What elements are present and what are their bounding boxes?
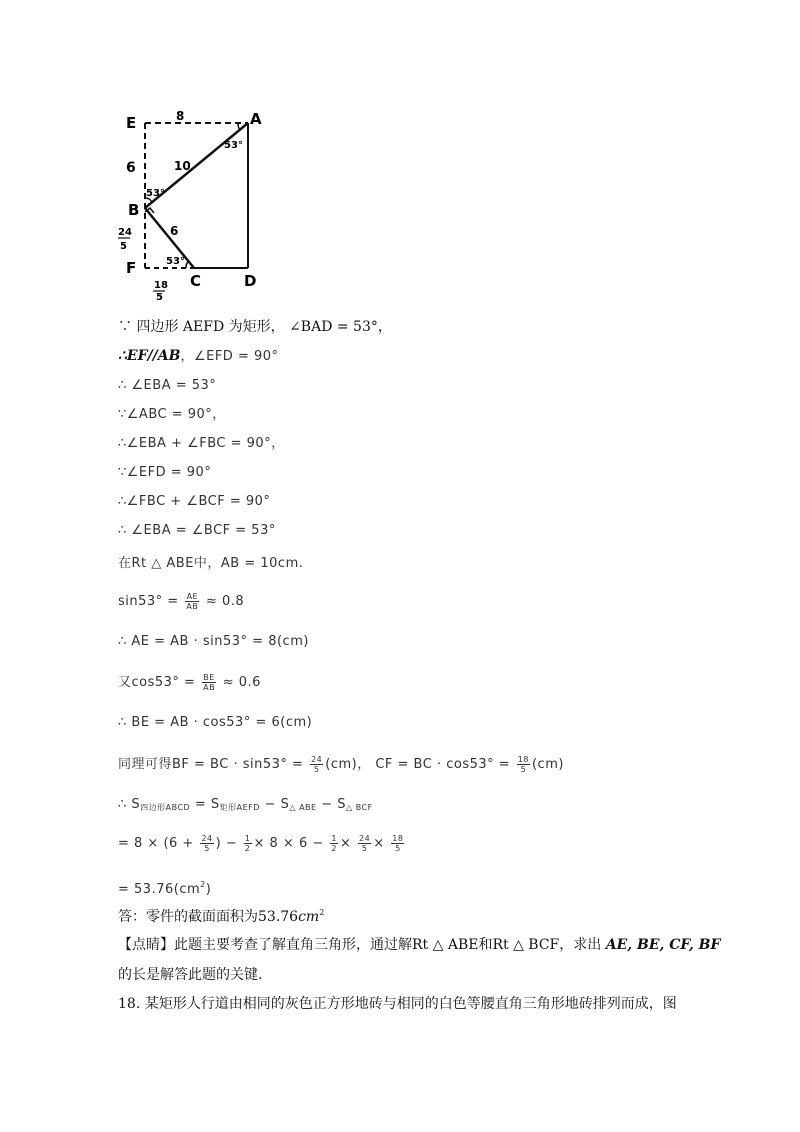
- length-bf-den: 5: [120, 241, 127, 252]
- length-bf-num: 24: [118, 227, 132, 238]
- comment-line-2: 的长是解答此题的关键.: [118, 967, 263, 983]
- rectangle-diagram: [112, 100, 282, 300]
- sin-rhs: ≈ 0.8: [205, 594, 245, 609]
- fraction-num: 24: [201, 834, 213, 843]
- fraction-num: 1: [331, 834, 337, 843]
- comment-vars: AE, BE, CF, BF: [605, 937, 721, 953]
- fraction-24-5: [200, 834, 213, 853]
- fraction-den: AB: [203, 683, 216, 692]
- line-2-angle: ，∠EFD = 90°: [180, 349, 279, 364]
- fraction-num: 24: [359, 834, 371, 843]
- label-d: D: [244, 272, 257, 290]
- proof-line-6: ∵∠EFD = 90°: [118, 465, 212, 480]
- fraction-24-5: [310, 755, 323, 774]
- label-c: C: [190, 272, 202, 290]
- area-minus-s-2: − S: [316, 797, 347, 812]
- length-fc-num: 18: [154, 280, 168, 291]
- answer-line: [118, 904, 324, 926]
- proof-line-2: [118, 347, 279, 366]
- length-ab: 10: [174, 159, 191, 173]
- length-eb: 6: [126, 160, 136, 176]
- fraction-num: BE: [203, 673, 215, 682]
- angle-c-label: 53°: [166, 256, 185, 267]
- proof-line-7: ∴∠FBC + ∠BCF = 90°: [118, 494, 271, 509]
- fraction-num: 18: [392, 834, 404, 843]
- label-b: B: [128, 201, 140, 219]
- label-a: A: [250, 110, 262, 128]
- angle-a-label: 53°: [224, 140, 243, 151]
- calc-part-c: × 8 × 6 −: [253, 836, 324, 851]
- proof-line-3: ∴ ∠EBA = 53°: [118, 378, 217, 393]
- angle-mark-c: [186, 261, 189, 268]
- proof-line-8: ∴ ∠EBA = ∠BCF = 53°: [118, 523, 276, 538]
- length-bc: 6: [170, 224, 179, 238]
- comment-line-1: [118, 936, 720, 954]
- area-sub-bcf: △ BCF: [346, 803, 373, 812]
- answer-exp: 2: [319, 908, 325, 917]
- proof-line-14: [118, 755, 564, 774]
- fraction-be-ab: [202, 673, 216, 692]
- fraction-24-5: [358, 834, 371, 853]
- result-value: = 53.76(cm: [118, 882, 201, 897]
- fraction-1-2: [330, 834, 338, 853]
- next-question: 18. 某矩形人行道由相同的灰色正方形地砖与相同的白色等腰直角三角形地砖排列而成，图: [118, 996, 677, 1012]
- angle-mark-a: [238, 123, 240, 130]
- fraction-1-2: [244, 834, 252, 853]
- fraction-18-5: [391, 834, 404, 853]
- cos-lhs: 又cos53° =: [118, 675, 196, 690]
- proof-line-5: ∴∠EBA + ∠FBC = 90°，: [118, 436, 285, 451]
- line-1-text: ∵ 四边形 AEFD 为矩形， ∠BAD = 53°，: [118, 319, 392, 335]
- answer-text: 答：零件的截面面积为53.76: [118, 909, 299, 925]
- line-14-part-c: (cm): [531, 757, 564, 772]
- result-close: ): [205, 882, 212, 897]
- label-e: E: [126, 114, 137, 132]
- cos-rhs: ≈ 0.6: [222, 675, 261, 690]
- angle-b-label: 53°: [146, 188, 165, 199]
- length-ea: 8: [176, 109, 185, 123]
- proof-line-11: ∴ AE = AB · sin53° = 8(cm): [118, 634, 309, 649]
- area-sub-rect: 矩形AEFD: [219, 803, 260, 812]
- calc-part-e: ×: [373, 836, 385, 851]
- comment-text: 【点睛】此题主要考查了解直角三角形，通过解Rt △ ABE和Rt △ BCF，求出: [118, 937, 606, 953]
- proof-line-15: [118, 796, 373, 817]
- geometry-figure: [112, 100, 282, 300]
- fraction-den: 5: [395, 844, 401, 853]
- proof-line-16: [118, 834, 406, 853]
- area-sub-abe: △ ABE: [289, 803, 317, 812]
- proof-line-13: ∴ BE = AB · cos53° = 6(cm): [118, 715, 313, 730]
- result-exp: 2: [200, 880, 206, 889]
- length-fc-den: 5: [156, 292, 163, 300]
- fraction-num: 1: [244, 834, 251, 843]
- fraction-den: AB: [186, 602, 199, 611]
- fraction-18-5: [517, 755, 530, 774]
- calc-part-d: ×: [339, 836, 352, 851]
- fraction-num: AE: [186, 592, 199, 601]
- proof-line-10: [118, 592, 244, 611]
- proof-line-12: [118, 673, 261, 692]
- fraction-num: 18: [517, 755, 529, 764]
- line-2-parallel: ∴EF//AB: [118, 348, 181, 364]
- fraction-den: 5: [361, 844, 368, 853]
- answer-unit: cm: [298, 909, 320, 925]
- fraction-den: 5: [313, 765, 320, 774]
- fraction-den: 2: [331, 844, 337, 853]
- sin-lhs: sin53° =: [118, 594, 179, 609]
- area-s: ∴ S: [118, 797, 141, 812]
- fraction-num: 24: [311, 755, 323, 764]
- area-eq-s: = S: [190, 797, 220, 812]
- calc-part-b: ) −: [215, 836, 238, 851]
- fraction-ae-ab: [185, 592, 199, 611]
- fraction-den: 5: [520, 765, 527, 774]
- proof-line-9: 在Rt △ ABE中，AB = 10cm.: [118, 556, 304, 571]
- fraction-den: 2: [244, 844, 251, 853]
- area-sub-quad: 四边形ABCD: [140, 803, 191, 812]
- proof-line-17: [118, 876, 211, 899]
- calc-part-a: = 8 × (6 +: [118, 836, 194, 851]
- proof-line-1: [118, 318, 392, 336]
- line-14-part-a: 同理可得BF = BC · sin53° =: [118, 757, 304, 772]
- fraction-den: 5: [204, 844, 210, 853]
- line-14-part-b: (cm)， CF = BC · cos53° =: [325, 757, 511, 772]
- area-minus-s-1: − S: [259, 797, 290, 812]
- proof-line-4: ∵∠ABC = 90°，: [118, 407, 226, 422]
- label-f: F: [126, 259, 137, 277]
